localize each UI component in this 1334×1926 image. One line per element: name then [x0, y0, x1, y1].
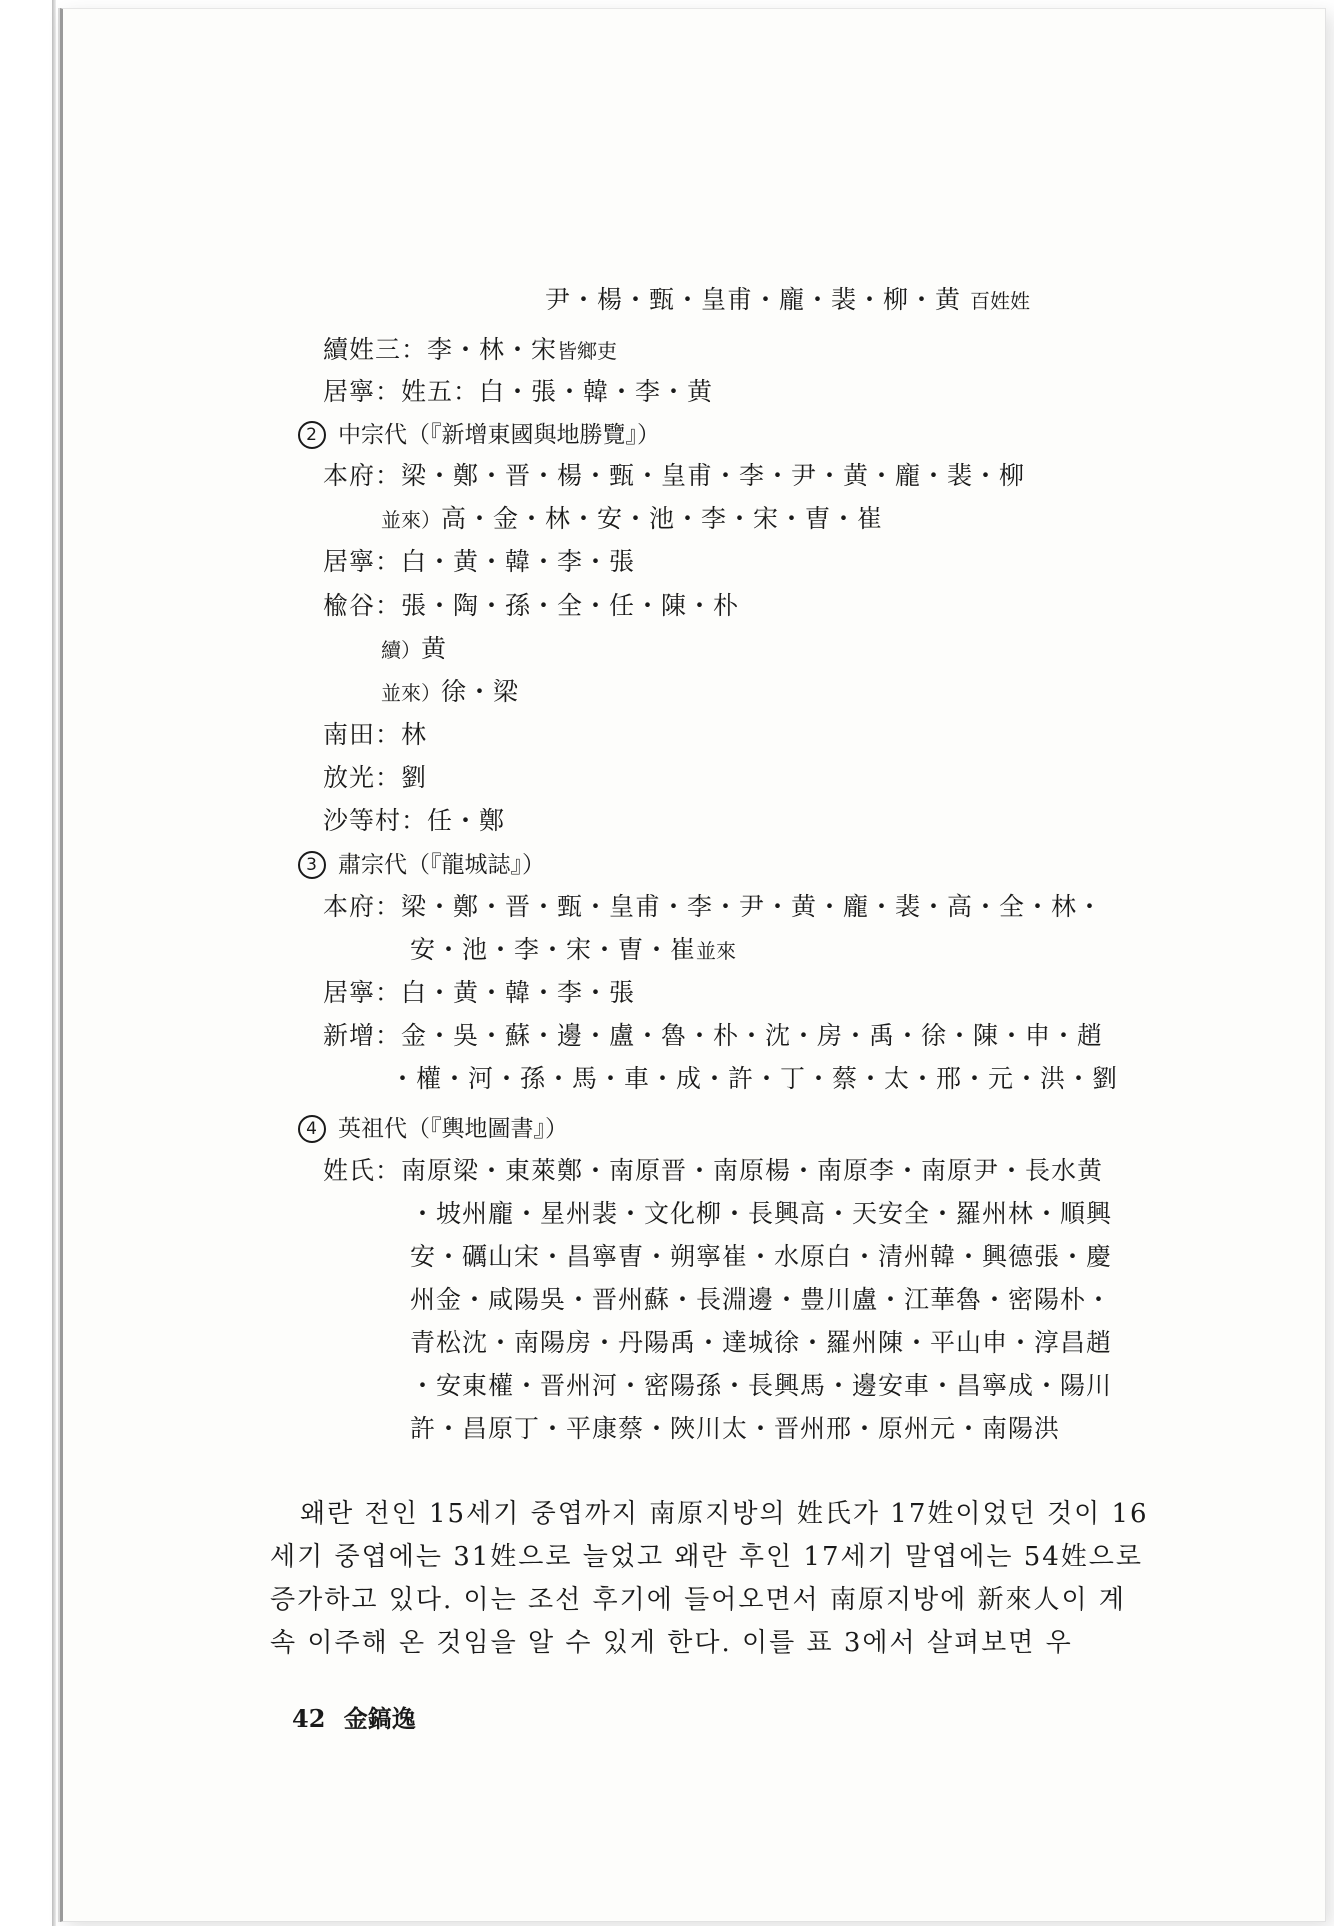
prose-line: 속 이주해 온 것임을 알 수 있게 한다. 이를 표 3에서 살펴보면 우 [270, 1628, 1073, 1658]
line-main: 續姓三：李・林・宋 [323, 335, 558, 364]
section-number: 2 [298, 421, 326, 449]
text-line: 居寧：白・黄・韓・李・張 [323, 978, 636, 1007]
text-line [323, 334, 617, 367]
text-line [381, 633, 447, 666]
book-spine [52, 0, 56, 1926]
prose-line: 왜란 전인 15세기 중엽까지 南原지방의 姓氏가 17姓이었던 것이 16 [300, 1499, 1149, 1529]
text-line: 本府：梁・鄭・晋・甄・皇甫・李・尹・黄・龐・裴・高・全・林・ [323, 892, 1104, 921]
line-main: 徐・梁 [441, 677, 520, 706]
section-title: 肅宗代（『龍城誌』） [338, 852, 545, 878]
text-line: 楡谷：張・陶・孫・全・任・陳・朴 [323, 591, 740, 620]
text-line [545, 284, 1030, 317]
text-line: 居寧：白・黄・韓・李・張 [323, 547, 636, 576]
line-note: 並來） [381, 681, 441, 705]
line-main: 高・金・林・安・池・李・宋・曺・崔 [441, 504, 884, 533]
text-line [410, 934, 736, 967]
text-line: 沙等村：任・鄭 [323, 806, 506, 835]
line-note: 續） [381, 638, 421, 662]
section-number: 3 [298, 851, 326, 879]
text-line: ・權・河・孫・馬・車・成・許・丁・蔡・太・邢・元・洪・劉 [390, 1064, 1119, 1093]
line-main: 黄 [421, 634, 448, 663]
page-footer [292, 1704, 416, 1734]
line-note: 百姓姓 [969, 289, 1030, 313]
line-main: 安・池・李・宋・曺・崔 [410, 935, 697, 964]
text-line: 本府：梁・鄭・晋・楊・甄・皇甫・李・尹・黄・龐・裴・柳 [323, 461, 1026, 490]
text-line: 州金・咸陽吳・晋州蘇・長淵邊・豊川盧・江華魯・密陽朴・ [410, 1285, 1113, 1314]
text-line: ・安東權・晋州河・密陽孫・長興馬・邊安車・昌寧成・陽川 [410, 1371, 1113, 1400]
line-note: 並來） [381, 508, 441, 532]
text-line: 新增：金・吳・蘇・邊・盧・魯・朴・沈・房・禹・徐・陳・申・趙 [323, 1021, 1104, 1050]
section-heading [298, 418, 660, 451]
text-line: ・坡州龐・星州裴・文化柳・長興高・天安全・羅州林・順興 [410, 1199, 1113, 1228]
section-number: 4 [298, 1115, 326, 1143]
text-line: 居寧：姓五：白・張・韓・李・黄 [323, 377, 714, 406]
author-name: 金鎬逸 [343, 1704, 416, 1733]
section-heading [298, 1112, 568, 1145]
text-line: 南田：林 [323, 720, 428, 749]
text-line: 姓氏：南原梁・東萊鄭・南原晋・南原楊・南原李・南原尹・長水黄 [323, 1156, 1104, 1185]
prose-line: 증가하고 있다. 이는 조선 후기에 들어오면서 南原지방에 新來人이 계 [270, 1585, 1127, 1615]
text-line: 許・昌原丁・平康蔡・陜川太・晋州邢・原州元・南陽洪 [410, 1414, 1061, 1443]
page-number: 42 [292, 1704, 326, 1733]
section-title: 英祖代（『輿地圖書』） [338, 1116, 568, 1142]
line-main: 尹・楊・甄・皇甫・龐・裴・柳・黄 [545, 285, 962, 314]
prose-line: 세기 중엽에는 31姓으로 늘었고 왜란 후인 17세기 말엽에는 54姓으로 [270, 1542, 1144, 1572]
text-line: 放光：劉 [323, 763, 428, 792]
text-line: 青松沈・南陽房・丹陽禹・達城徐・羅州陳・平山申・淳昌趙 [410, 1328, 1113, 1357]
section-title: 中宗代（『新增東國與地勝覽』） [338, 422, 660, 448]
text-line [381, 676, 519, 709]
text-line [381, 503, 883, 536]
text-line: 安・礪山宋・昌寧曺・朔寧崔・水原白・清州韓・興德張・慶 [410, 1242, 1113, 1271]
section-heading [298, 848, 545, 881]
line-note: 並來 [696, 939, 737, 963]
line-note: 皆鄉吏 [557, 339, 618, 363]
